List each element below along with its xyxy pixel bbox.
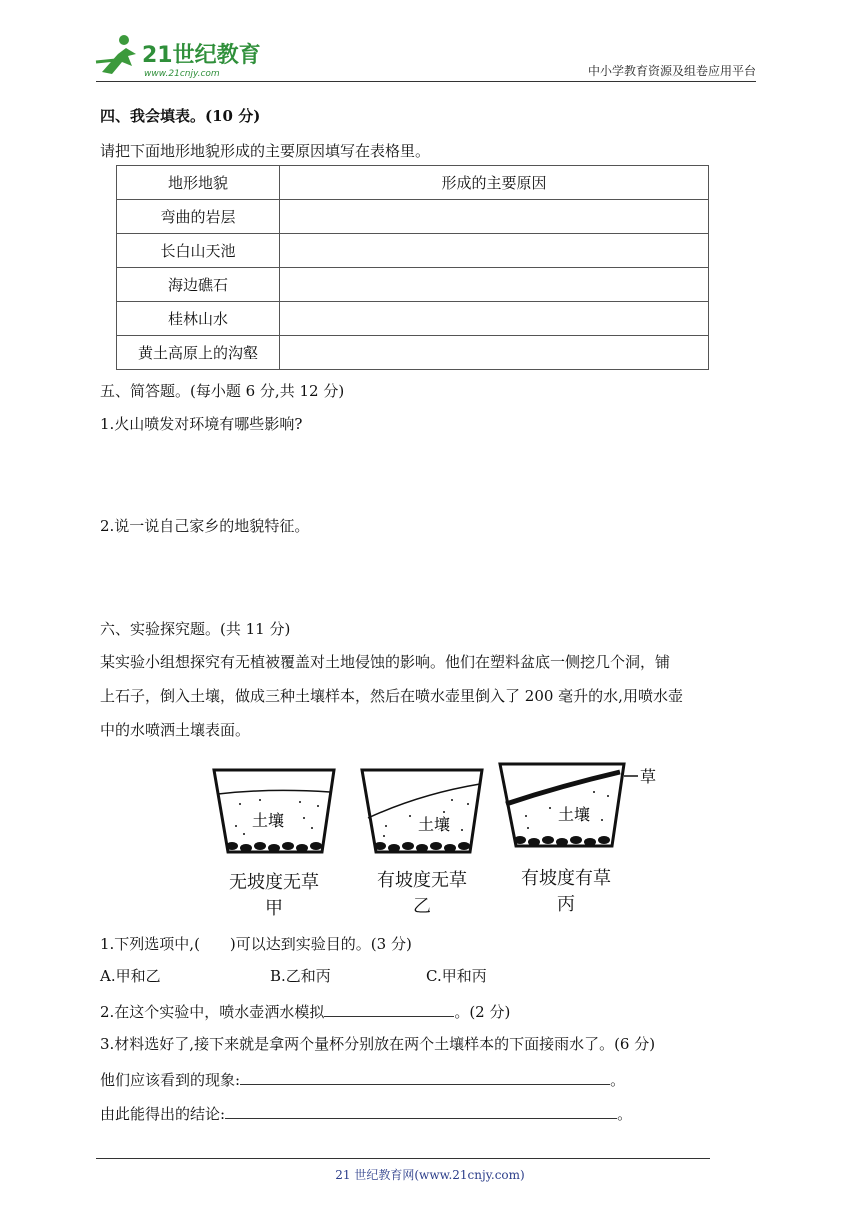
landform-cell: 弯曲的岩层 [117,200,280,234]
q3a-prefix: 他们应该看到的现象: [100,1071,241,1089]
option-a[interactable]: A.甲和乙 [100,967,161,985]
q2-suffix: 。(2 分) [454,1003,511,1021]
pot-jia [214,770,334,852]
section6-title: 六、实验探究题。(共 11 分) [100,620,291,638]
footer-divider [96,1158,710,1159]
landform-cell: 桂林山水 [117,302,280,336]
table-row [117,302,709,336]
table-row [117,200,709,234]
landform-cell: 长白山天池 [117,234,280,268]
landform-table [116,165,709,370]
table-row [117,336,709,370]
option-c[interactable]: C.甲和丙 [426,967,487,985]
section4-instruction: 请把下面地形地貌形成的主要原因填写在表格里。 [100,142,431,160]
pot-yi [362,770,482,852]
pot-caption-bing: 有坡度有草 [521,868,611,889]
answer-cell[interactable] [280,200,709,234]
section6-para-line1: 某实验小组想探究有无植被覆盖对土地侵蚀的影响。他们在塑料盆底一侧挖几个洞，铺 [100,653,671,671]
q3b-end: 。 [617,1105,633,1123]
section6-q3a [100,1068,625,1090]
section6-q1: 1.下列选项中,( )可以达到实验目的。(3 分) [100,935,412,953]
option-b[interactable]: B.乙和丙 [270,967,331,985]
section4-title: 四、我会填表。(10 分) [100,107,261,125]
q3a-end: 。 [610,1071,626,1089]
q2-answer-blank[interactable] [324,1000,454,1017]
pot-caption-yi: 有坡度无草 [377,870,467,891]
section5-q2: 2.说一说自己家乡的地貌特征。 [100,517,310,535]
pot-id-yi: 乙 [413,896,431,917]
footer-text[interactable]: 21 世纪教育网(www.21cnjy.com) [335,1168,525,1182]
answer-cell[interactable] [280,234,709,268]
soil-samples-figure [200,760,670,920]
pot-id-bing: 丙 [557,894,575,915]
pot-id-jia: 甲 [265,898,283,919]
pot-caption-jia: 无坡度无草 [229,872,319,893]
landform-cell: 海边礁石 [117,268,280,302]
runner-icon [96,35,136,74]
answer-cell[interactable] [280,336,709,370]
q2-prefix: 2.在这个实验中，喷水壶洒水模拟 [100,1003,325,1021]
landform-cell: 黄土高原上的沟壑 [117,336,280,370]
table-header-row [117,166,709,200]
logo-text: 21世纪教育 [142,43,261,68]
answer-cell[interactable] [280,302,709,336]
pot-bing [500,764,656,846]
soil-label-jia: 土壤 [252,811,285,830]
q3b-prefix: 由此能得出的结论: [100,1105,226,1123]
table-row [117,234,709,268]
header-landform: 地形地貌 [117,166,280,200]
q3b-answer-blank[interactable] [225,1102,617,1119]
soil-label-bing: 土壤 [558,805,591,824]
header-divider [96,81,756,82]
header-cause: 形成的主要原因 [280,166,709,200]
logo-url: www.21cnjy.com [144,69,220,79]
table-row [117,268,709,302]
section6-q3: 3.材料选好了,接下来就是拿两个量杯分别放在两个土壤样本的下面接雨水了。(6 分) [100,1035,656,1053]
site-logo [92,32,262,80]
section6-q2 [100,1000,510,1022]
section6-para-line2: 上石子，倒入土壤，做成三种土壤样本，然后在喷水壶里倒入了 200 毫升的水,用喷水壶 [100,687,683,705]
section5-q1: 1.火山喷发对环境有哪些影响? [100,415,303,433]
section6-q3b [100,1102,632,1124]
q3a-answer-blank[interactable] [240,1068,610,1085]
section5-title: 五、简答题。(每小题 6 分,共 12 分) [100,382,345,400]
answer-cell[interactable] [280,268,709,302]
soil-label-yi: 土壤 [418,815,451,834]
site-tagline: 中小学教育资源及组卷应用平台 [587,64,756,78]
section6-para-line3: 中的水喷洒土壤表面。 [100,721,251,739]
grass-label: 草 [640,767,657,786]
